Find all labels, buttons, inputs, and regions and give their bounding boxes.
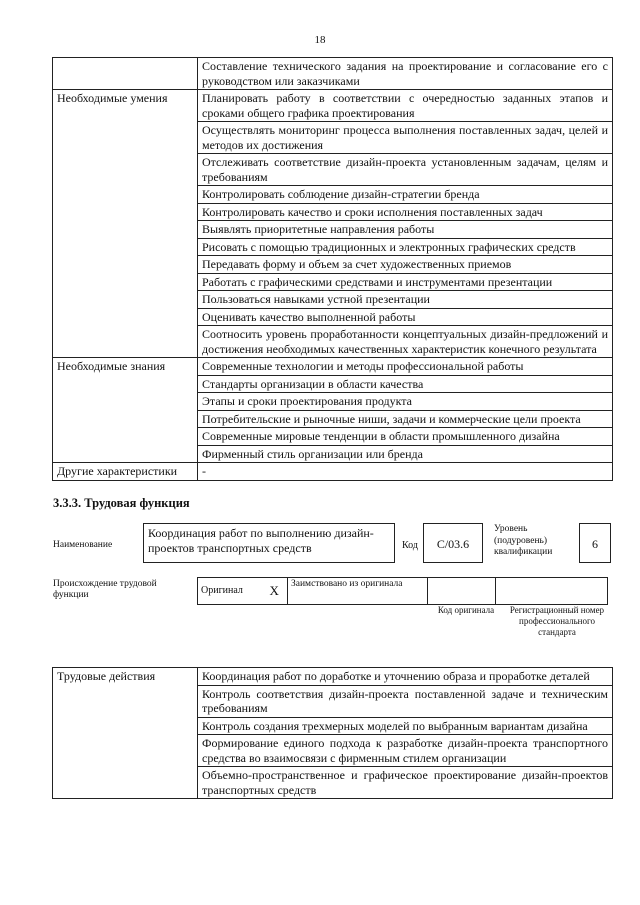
row-item: Контроль создания трехмерных моделей по выбранным вариантам дизайна <box>198 717 613 735</box>
table-row <box>53 463 613 481</box>
row-item: Рисовать с помощью традиционных и электронных графических средств <box>198 238 613 256</box>
row-item: Работать с графическими средствами и инструментами презентации <box>198 273 613 291</box>
table-row <box>53 90 613 122</box>
row-item: Отслеживать соответствие дизайн-проекта установленным задачам, целям и требованиям <box>198 154 613 186</box>
row-item: Этапы и сроки проектирования продукта <box>198 393 613 411</box>
row-item: - <box>198 463 613 481</box>
original-cell: Оригинал <box>198 578 262 605</box>
row-item: Передавать форму и объем за счет художественных приемов <box>198 256 613 274</box>
row-label <box>53 58 198 90</box>
row-label: Необходимые умения <box>53 90 198 358</box>
row-item: Оценивать качество выполненной работы <box>198 308 613 326</box>
function-name-label: Наименование <box>53 540 113 550</box>
row-item: Координация работ по доработке и уточнению образа и проработке деталей <box>198 668 613 686</box>
page-number: 18 <box>314 34 326 46</box>
row-item: Контроль соответствия дизайн-проекта поставленной задаче и техническим требованиям <box>198 685 613 717</box>
row-label: Необходимые знания <box>53 358 198 463</box>
function-name-box: Координация работ по выполнению дизайн-проектов транспортных средств <box>143 523 395 563</box>
table-row <box>53 58 613 90</box>
row-item: Формирование единого подхода к разработке дизайн-проекта транспортного средства во взаимосвязи с фирменным стилем организации <box>198 735 613 767</box>
row-item: Объемно-пространственное и графическое проектирование дизайн-проектов транспортных средств <box>198 767 613 799</box>
requirements-table <box>52 57 613 481</box>
original-mark: X <box>262 578 288 605</box>
row-item: Осуществлять мониторинг процесса выполнения поставленных задач, целей и методов их достижения <box>198 122 613 154</box>
row-item: Контролировать соблюдение дизайн-стратегии бренда <box>198 186 613 204</box>
row-item: Стандарты организации в области качества <box>198 375 613 393</box>
origin-label: Происхождение трудовой функции <box>53 579 157 600</box>
code-label: Код <box>402 540 418 551</box>
row-item: Планировать работу в соответствии с очередностью заданных этапов и сроками общего графика проектирования <box>198 90 613 122</box>
level-label: Уровень (подуровень) квалификации <box>494 524 553 557</box>
labor-actions-table <box>52 667 613 799</box>
row-item: Контролировать качество и сроки исполнения поставленных задач <box>198 203 613 221</box>
row-label: Трудовые действия <box>53 668 198 799</box>
table-row <box>53 668 613 686</box>
row-item: Пользоваться навыками устной презентации <box>198 291 613 309</box>
borrowed-cell: Заимствовано из оригинала <box>288 578 428 605</box>
row-item: Выявлять приоритетные направления работы <box>198 221 613 239</box>
row-label: Другие характеристики <box>53 463 198 481</box>
code-original-cell <box>428 578 496 605</box>
row-item: Современные технологии и методы профессиональной работы <box>198 358 613 376</box>
origin-table <box>197 577 608 605</box>
code-original-caption: Код оригинала <box>437 605 495 615</box>
row-item: Составление технического задания на проектирование и согласование его с руководством или заказчиками <box>198 58 613 90</box>
row-item: Современные мировые тенденции в области промышленного дизайна <box>198 428 613 446</box>
code-box: C/03.6 <box>423 523 483 563</box>
row-item: Соотносить уровень проработанности концептуальных дизайн-предложений и достижения необходимых качественных характеристик конечного результата <box>198 326 613 358</box>
reg-number-caption: Регистрационный номер профессионального стандарта <box>509 605 605 637</box>
reg-number-cell <box>496 578 608 605</box>
level-box: 6 <box>579 523 611 563</box>
row-item: Фирменный стиль организации или бренда <box>198 445 613 463</box>
row-item: Потребительские и рыночные ниши, задачи и коммерческие цели проекта <box>198 410 613 428</box>
table-row <box>53 358 613 376</box>
section-title: 3.3.3. Трудовая функция <box>53 496 190 510</box>
